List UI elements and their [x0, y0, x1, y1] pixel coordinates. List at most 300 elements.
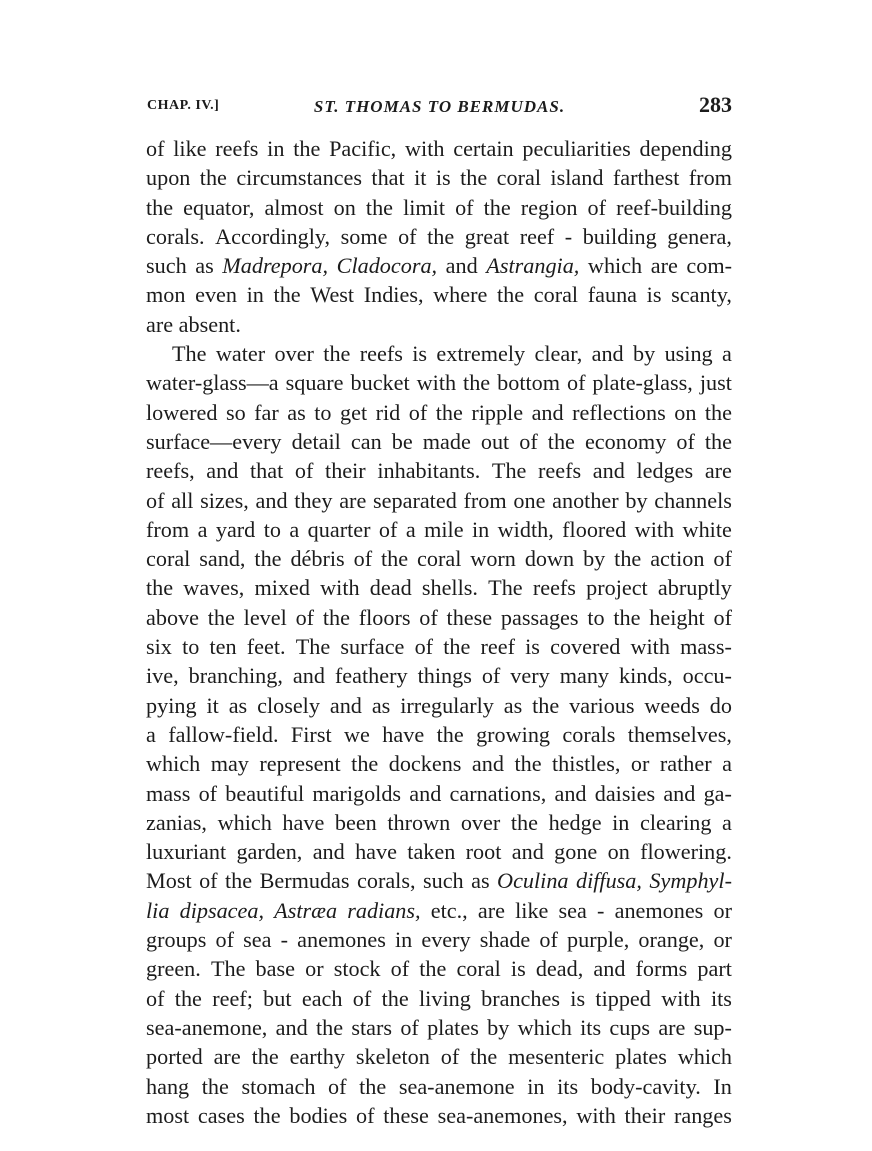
word: depending — [639, 136, 732, 161]
word: sand, — [199, 546, 246, 572]
word: of — [414, 634, 434, 660]
text-line — [146, 603, 732, 632]
text-line — [146, 544, 732, 573]
word: of — [566, 370, 586, 396]
word: and — [292, 663, 325, 689]
italic-word: lia — [146, 897, 170, 923]
word: of — [419, 604, 438, 630]
word: water — [215, 341, 266, 367]
word: most — [146, 1102, 190, 1128]
word: Indies, — [363, 282, 424, 308]
word: stars — [351, 1014, 393, 1040]
italic-word: radians, — [347, 897, 421, 923]
word: mon — [146, 282, 186, 308]
word: cases — [197, 1102, 245, 1128]
word: peculiarities — [522, 136, 631, 161]
word: beautiful — [225, 780, 305, 806]
word: débris — [290, 546, 345, 572]
word: above — [146, 604, 199, 630]
word: of — [146, 136, 165, 161]
word: green. — [146, 956, 201, 982]
word: coral — [533, 282, 579, 308]
word: the — [199, 165, 227, 191]
word: coral — [456, 956, 501, 982]
word: cups — [609, 1014, 651, 1040]
word: with — [630, 634, 670, 660]
word: the — [254, 546, 282, 572]
word: sea-anemones, — [437, 1102, 568, 1128]
word: body-cavity. — [590, 1073, 701, 1099]
word: using — [664, 341, 713, 367]
page-header — [147, 92, 732, 122]
word: orange, — [638, 927, 705, 953]
word: mesenteric — [508, 1044, 605, 1070]
italic-word: Cladocora, — [336, 253, 438, 279]
word: closely — [257, 692, 320, 718]
word: many — [559, 663, 610, 689]
word: of — [408, 399, 428, 425]
text-line — [146, 427, 732, 456]
word: the — [483, 194, 511, 220]
text-line — [146, 691, 732, 720]
word: forms — [635, 956, 688, 982]
word: of — [199, 868, 218, 894]
word: of — [519, 428, 538, 454]
word: of — [539, 927, 558, 953]
word: mile — [424, 516, 464, 542]
word: sea-anemone, — [146, 1014, 268, 1040]
word: the — [146, 194, 174, 220]
word: floors — [358, 604, 411, 630]
word: are — [477, 897, 505, 923]
word: reefs — [532, 575, 576, 601]
word: and — [531, 399, 564, 425]
word: so — [225, 399, 246, 425]
text-line — [146, 456, 732, 485]
word: are — [650, 253, 678, 279]
word: get — [340, 399, 368, 425]
word: and — [592, 458, 625, 484]
word: with — [661, 985, 701, 1011]
word: sea-anemone — [398, 1073, 515, 1099]
word: even — [195, 282, 237, 308]
word: floored — [562, 516, 627, 542]
word: branches — [481, 985, 560, 1011]
word: represent — [259, 751, 341, 777]
word: great — [464, 223, 510, 249]
text-line — [146, 193, 732, 222]
italic-word: Oculina — [497, 868, 569, 894]
word: the — [614, 546, 642, 572]
word: feathery — [334, 663, 408, 689]
word: the — [381, 985, 409, 1011]
word: is — [435, 165, 451, 191]
word: shade — [479, 927, 531, 953]
word: earthy — [289, 1044, 345, 1070]
text-line — [146, 134, 732, 163]
word: and — [206, 458, 239, 484]
word: luxuriant — [146, 839, 227, 865]
word: ten — [209, 634, 237, 660]
word: like — [515, 897, 549, 923]
word: that — [249, 458, 284, 484]
word: reefs — [538, 458, 582, 484]
word: of — [587, 194, 607, 220]
word: the — [514, 751, 542, 777]
word: very — [510, 663, 550, 689]
word: island — [550, 165, 604, 191]
text-line — [146, 163, 732, 192]
word: dead — [369, 575, 412, 601]
word: of — [378, 516, 398, 542]
word: ripple — [471, 399, 524, 425]
word: dead, — [535, 956, 584, 982]
word: stock — [333, 956, 381, 982]
word: the — [497, 282, 525, 308]
word: white — [682, 516, 732, 542]
word: do — [709, 692, 732, 718]
word: of — [353, 546, 373, 572]
word: and — [591, 341, 624, 367]
word: have — [382, 721, 425, 747]
word: a — [289, 516, 300, 542]
word: the — [273, 282, 301, 308]
word: and — [255, 487, 288, 513]
word: a — [405, 516, 416, 542]
word: the — [443, 634, 471, 660]
word: worn — [470, 546, 516, 572]
word: out — [480, 428, 510, 454]
word: The — [488, 575, 523, 601]
word: on — [674, 399, 697, 425]
word: these — [383, 1102, 429, 1128]
word: level — [243, 604, 287, 630]
word: Most — [146, 868, 192, 894]
word: have — [355, 839, 397, 865]
word: like — [173, 136, 207, 161]
word: the — [359, 1073, 387, 1099]
word: is — [525, 634, 540, 660]
word: clearing — [640, 809, 712, 835]
word: where — [433, 282, 488, 308]
word: the — [547, 428, 575, 454]
word: action — [650, 546, 705, 572]
word: the — [470, 1044, 498, 1070]
word: groups — [146, 927, 207, 953]
word: coral — [146, 546, 191, 572]
italic-word: Astrangia, — [486, 253, 580, 279]
word: the — [146, 575, 174, 601]
text-line — [146, 632, 732, 661]
word: The — [172, 341, 207, 367]
word: are — [213, 1044, 241, 1070]
word: channels — [654, 487, 732, 513]
text-line — [146, 1042, 732, 1071]
word: to — [182, 634, 200, 660]
text-line — [146, 954, 732, 983]
word: of — [713, 604, 732, 630]
word: shells. — [421, 575, 478, 601]
word: by — [583, 546, 606, 572]
text-line — [146, 339, 732, 368]
chapter-label: CHAP. IV.] — [147, 98, 220, 113]
word: skeleton — [355, 1044, 430, 1070]
word: extremely — [436, 341, 526, 367]
word: garden, — [236, 839, 303, 865]
word: inhabitants. — [377, 458, 481, 484]
word: in — [394, 927, 413, 953]
italic-word: diffusa, — [575, 868, 642, 894]
word: of — [455, 194, 474, 220]
text-line — [146, 896, 732, 925]
word: of — [440, 1044, 460, 1070]
text-line — [146, 280, 732, 309]
word: but — [263, 985, 292, 1011]
word: The — [210, 956, 246, 982]
word: - — [597, 897, 605, 923]
italic-word: dipsacea, — [179, 897, 265, 923]
word: separated — [373, 487, 457, 513]
text-line — [146, 808, 732, 837]
word: ported — [146, 1044, 203, 1070]
word: the — [704, 428, 732, 454]
word: can — [350, 428, 382, 454]
word: - — [280, 927, 288, 953]
word: plate-glass, — [592, 370, 693, 396]
word: abruptly — [657, 575, 732, 601]
word: or — [630, 751, 650, 777]
word: are — [658, 1014, 686, 1040]
text-line — [146, 398, 732, 427]
word: from — [463, 487, 507, 513]
text-line — [146, 486, 732, 515]
word: of — [352, 985, 372, 1011]
word: mixed — [254, 575, 310, 601]
text-line — [146, 984, 732, 1013]
word: the — [460, 165, 488, 191]
text-line — [146, 1013, 732, 1042]
word: weeds — [644, 692, 700, 718]
word: of — [390, 956, 410, 982]
word: of — [294, 458, 314, 484]
text-line — [146, 515, 732, 544]
word: which — [587, 253, 643, 279]
word: a — [722, 751, 732, 777]
word: are — [146, 311, 174, 337]
word: of — [198, 780, 218, 806]
word: and — [409, 780, 442, 806]
word: fauna — [587, 282, 638, 308]
word: on — [333, 194, 356, 220]
word: the — [427, 223, 455, 249]
word: sea — [558, 897, 587, 923]
word: the — [225, 868, 253, 894]
word: surface—every — [146, 428, 282, 454]
word: quarter — [307, 516, 371, 542]
word: or — [713, 897, 732, 923]
word: is — [510, 956, 526, 982]
word: and — [593, 956, 626, 982]
word: gone — [554, 839, 598, 865]
text-line — [146, 661, 732, 690]
word: its — [580, 1014, 602, 1040]
word: square — [285, 370, 344, 396]
word: plates — [427, 1014, 479, 1040]
word: made — [422, 428, 471, 454]
word: the — [704, 399, 732, 425]
word: stomach — [241, 1073, 316, 1099]
word: or — [305, 956, 324, 982]
text-line — [146, 573, 732, 602]
word: anemones — [297, 927, 386, 953]
word: occu- — [682, 663, 732, 689]
word: flowering. — [640, 839, 732, 865]
word: it — [206, 692, 219, 718]
text-line — [146, 368, 732, 397]
text-line — [146, 720, 732, 749]
word: corals — [562, 721, 616, 747]
word: the — [365, 194, 394, 220]
word: or — [713, 927, 732, 953]
word: irregularly — [400, 692, 494, 718]
word: corals, — [357, 868, 416, 894]
word: which — [146, 751, 201, 777]
word: these — [446, 604, 493, 630]
word: covered — [550, 634, 621, 660]
word: and — [275, 1014, 308, 1040]
word: and — [471, 751, 504, 777]
word: bucket — [350, 370, 410, 396]
word: some — [340, 223, 388, 249]
word: every — [421, 927, 471, 953]
word: of — [146, 487, 165, 513]
word: just — [699, 370, 732, 396]
word: height — [649, 604, 705, 630]
word: the — [323, 341, 351, 367]
word: farthest — [612, 165, 680, 191]
word: as — [503, 692, 523, 718]
word: reflections — [572, 399, 666, 425]
word: it — [414, 165, 427, 191]
word: each — [301, 985, 343, 1011]
word: width, — [497, 516, 554, 542]
word: daisies — [594, 780, 656, 806]
word: reef-building — [616, 194, 732, 220]
word: growing — [476, 721, 551, 747]
word: from — [146, 516, 190, 542]
italic-word: Madrepora, — [222, 253, 329, 279]
word: com- — [686, 253, 732, 279]
word: as — [195, 253, 214, 279]
word: First — [290, 721, 332, 747]
word: of — [676, 428, 695, 454]
word: things — [417, 663, 472, 689]
word: almost — [264, 194, 324, 220]
word: with — [634, 516, 675, 542]
word: rid — [375, 399, 401, 425]
word: is — [570, 985, 586, 1011]
word: to — [314, 399, 332, 425]
word: over — [274, 341, 314, 367]
word: fallow-field. — [168, 721, 279, 747]
word: the — [201, 1073, 229, 1099]
word: in — [612, 809, 630, 835]
word: the — [613, 604, 641, 630]
word: by — [625, 487, 648, 513]
word: have — [282, 809, 325, 835]
text-line — [146, 222, 732, 251]
word: the — [293, 136, 321, 161]
word: absent. — [178, 311, 241, 337]
word: dockens — [388, 751, 462, 777]
word: which — [217, 809, 272, 835]
word: mass — [146, 780, 191, 806]
word: etc., — [430, 897, 468, 923]
word: plates — [615, 1044, 667, 1070]
word: carnations, — [449, 780, 547, 806]
word: living — [419, 985, 471, 1011]
text-line — [146, 310, 732, 339]
word: reefs — [215, 136, 259, 161]
word: hang — [146, 1073, 190, 1099]
word: detail — [291, 428, 341, 454]
word: their — [624, 1102, 666, 1128]
word: ranges — [673, 1102, 732, 1128]
word: as — [371, 692, 391, 718]
word: sup- — [693, 1014, 732, 1040]
word: In — [713, 1073, 732, 1099]
running-title: ST. THOMAS TO BERMUDAS. — [313, 97, 566, 116]
word: are — [339, 487, 367, 513]
word: lowered — [146, 399, 218, 425]
word: as — [287, 399, 306, 425]
word: The — [295, 634, 331, 660]
word: building — [582, 223, 657, 249]
text-line — [146, 749, 732, 778]
word: the — [253, 1102, 281, 1128]
word: are — [704, 458, 732, 484]
word: may — [210, 751, 249, 777]
word: the — [435, 399, 463, 425]
word: the — [463, 370, 491, 396]
word: the — [351, 751, 379, 777]
word: The — [491, 458, 527, 484]
word: in — [246, 282, 264, 308]
word: passages — [500, 604, 579, 630]
word: purple, — [567, 927, 630, 953]
word: various — [569, 692, 635, 718]
word: coral — [496, 165, 541, 191]
word: they — [294, 487, 333, 513]
word: of — [400, 1014, 419, 1040]
page-number: 283 — [699, 92, 732, 117]
word: with — [405, 136, 445, 161]
word: circumstances — [236, 165, 362, 191]
word: and — [663, 780, 696, 806]
word: sizes, — [200, 487, 249, 513]
word: and — [445, 253, 478, 279]
word: which — [517, 1014, 572, 1040]
word: Bermudas — [259, 868, 350, 894]
word: root — [465, 839, 502, 865]
word: part — [697, 956, 732, 982]
word: of — [328, 1073, 347, 1099]
word: in — [471, 516, 490, 542]
word: over — [460, 809, 501, 835]
word: a — [722, 341, 732, 367]
word: reef — [480, 634, 515, 660]
word: in — [267, 136, 285, 161]
